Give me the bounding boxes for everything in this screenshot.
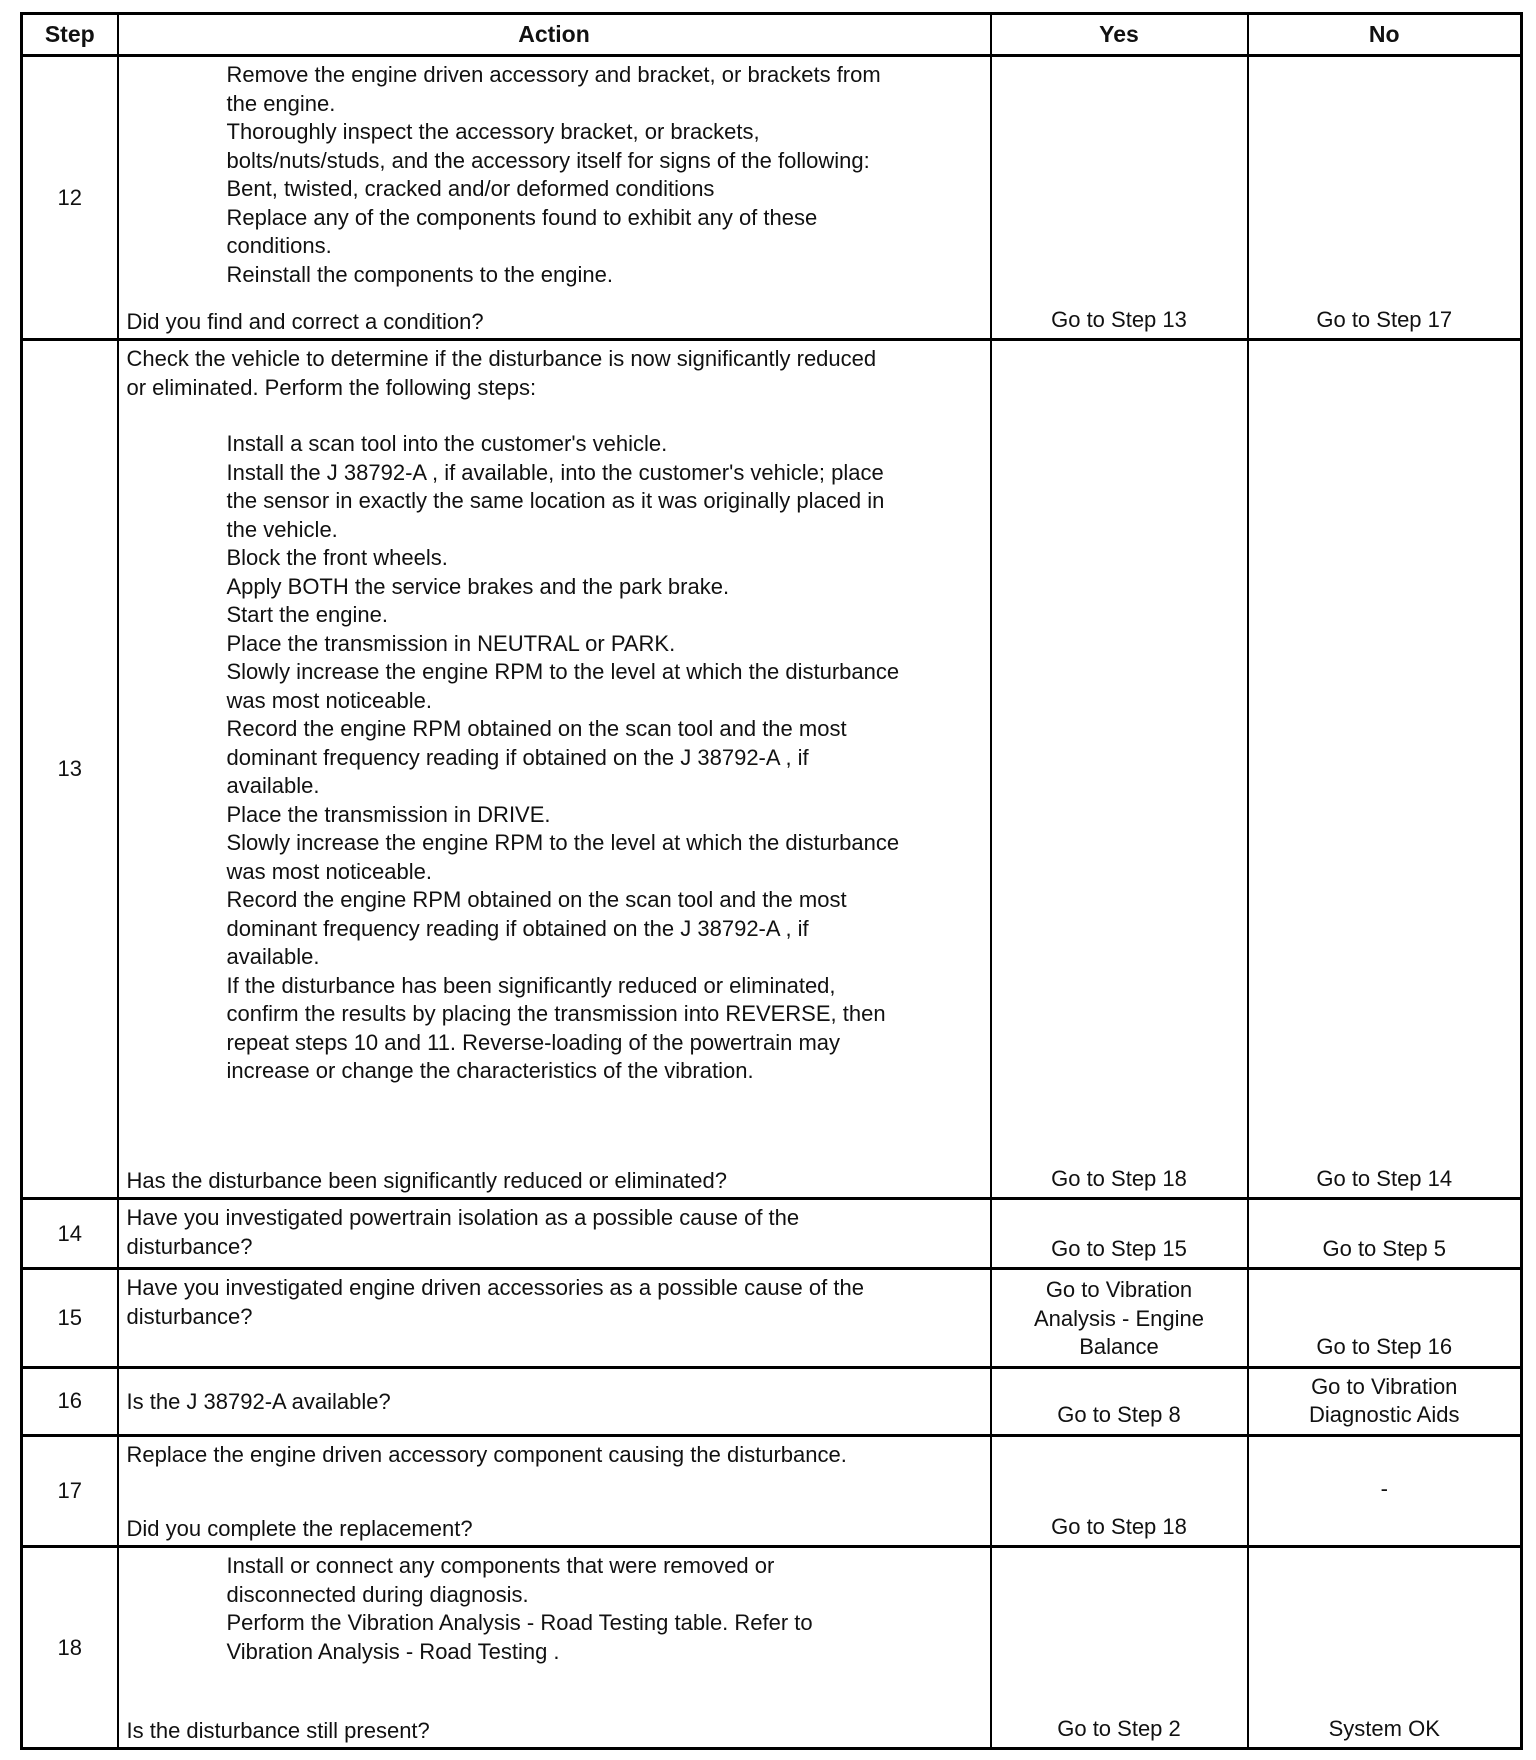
action-line: Place the transmission in NEUTRAL or PARK. [226, 630, 676, 656]
action-line: was most noticeable. [226, 858, 432, 884]
yes-result [991, 1367, 1248, 1435]
action-intro-line: Replace the engine driven accessory component causing the disturbance. [126, 1441, 847, 1467]
action-line: dominant frequency reading if obtained on the J 38792-A , if [226, 744, 809, 770]
yes-result-line: Go to Step 15 [1051, 1235, 1187, 1261]
header-step: Step [22, 14, 118, 56]
action-line: Reinstall the components to the engine. [226, 261, 613, 287]
step-number: 14 [22, 1199, 118, 1269]
yes-result-line: Go to Step 18 [1051, 1165, 1187, 1191]
action-line: was most noticeable. [226, 687, 432, 713]
action-question-line: disturbance? [126, 1303, 253, 1329]
action-question-line: Is the J 38792-A available? [126, 1389, 391, 1415]
table-header-row [22, 14, 1522, 56]
step-number: 13 [22, 340, 118, 1199]
action-line: Replace any of the components found to exhibit any of these [226, 204, 818, 230]
action-question: Did you complete the replacement? [126, 1515, 473, 1541]
table-row-step-17 [22, 1435, 1522, 1546]
action-line: dominant frequency reading if obtained on the J 38792-A , if [226, 915, 809, 941]
action-line: Bent, twisted, cracked and/or deformed conditions [226, 176, 715, 201]
action-line: Block the front wheels. [226, 545, 448, 571]
action-intro-line: or eliminated. Perform the following steps: [126, 374, 537, 400]
step-number: 16 [22, 1367, 118, 1435]
action-line: If the disturbance has been significantly reduced or eliminated, [226, 972, 836, 998]
no-result-line: Go to Step 16 [1316, 1334, 1453, 1360]
action-line: Record the engine RPM obtained on the scan tool and the most [226, 716, 847, 742]
yes-result-line: Balance [1079, 1334, 1159, 1360]
no-result-line: Go to Step 5 [1322, 1235, 1447, 1261]
action-question-line: Have you investigated powertrain isolation as a possible cause of the [126, 1205, 800, 1231]
action-line: available. [226, 944, 320, 970]
action-cell [118, 1435, 991, 1546]
action-line: Install a scan tool into the customer's vehicle. [226, 431, 668, 457]
action-question: Is the disturbance still present? [126, 1717, 430, 1743]
yes-result-line: Go to Step 18 [1051, 1513, 1187, 1539]
action-line: Thoroughly inspect the accessory bracket, or brackets, [226, 119, 760, 144]
step-number: 18 [22, 1547, 118, 1749]
action-line: Install the J 38792-A , if available, into the customer's vehicle; place [226, 459, 884, 485]
action-line: disconnected during diagnosis. [226, 1581, 529, 1607]
action-cell [118, 56, 991, 340]
table-row-step-16 [22, 1367, 1522, 1435]
table-row-step-18 [22, 1547, 1522, 1749]
yes-result [991, 340, 1248, 1199]
action-line: Slowly increase the engine RPM to the level at which the disturbance [226, 659, 900, 685]
yes-result-line: Go to Step 2 [1057, 1715, 1181, 1741]
yes-result-line: Analysis - Engine [1034, 1305, 1204, 1331]
step-number: 12 [22, 56, 118, 340]
table-row-step-12 [22, 56, 1522, 340]
action-line: the vehicle. [226, 516, 338, 542]
no-result-line: System OK [1328, 1715, 1440, 1741]
action-line: repeat steps 10 and 11. Reverse-loading of the powertrain may [226, 1029, 841, 1055]
action-line: the sensor in exactly the same location as it was originally placed in [226, 488, 885, 514]
action-cell [118, 1547, 991, 1749]
no-result-line: Go to Step 17 [1316, 306, 1453, 332]
header-no: No [1248, 14, 1522, 56]
table-row-step-15 [22, 1269, 1522, 1368]
action-line: confirm the results by placing the transmission into REVERSE, then [226, 1001, 886, 1027]
no-result [1248, 1435, 1522, 1546]
yes-result-line: Go to Vibration [1045, 1277, 1193, 1303]
action-cell [118, 1199, 991, 1269]
action-line: bolts/nuts/studs, and the accessory itself for signs of the following: [226, 147, 870, 173]
no-result [1248, 1269, 1522, 1368]
no-result [1248, 1547, 1522, 1749]
action-line: Install or connect any components that were removed or [226, 1553, 775, 1579]
table-row-step-13 [22, 340, 1522, 1199]
header-yes: Yes [991, 14, 1248, 56]
yes-result [991, 1199, 1248, 1269]
yes-result [991, 1435, 1248, 1546]
action-question-line: Have you investigated engine driven accessories as a possible cause of the [126, 1275, 864, 1301]
no-result-line: - [1380, 1475, 1388, 1501]
action-line: Place the transmission in DRIVE. [226, 801, 551, 827]
action-line: available. [226, 773, 320, 799]
action-steps [127, 430, 982, 1086]
no-result-line: Diagnostic Aids [1309, 1402, 1460, 1428]
yes-result-line: Go to Step 13 [1051, 306, 1187, 332]
yes-result [991, 56, 1248, 340]
step-number: 17 [22, 1435, 118, 1546]
action-line: Perform the Vibration Analysis - Road Testing table. Refer to [226, 1610, 813, 1636]
no-result [1248, 56, 1522, 340]
yes-result-line: Go to Step 8 [1057, 1402, 1181, 1428]
action-line: Slowly increase the engine RPM to the level at which the disturbance [226, 830, 900, 856]
action-steps [127, 1552, 982, 1666]
no-result [1248, 1367, 1522, 1435]
step-number: 15 [22, 1269, 118, 1368]
no-result-line: Go to Step 14 [1316, 1165, 1453, 1191]
no-result-line: Go to Vibration [1311, 1373, 1458, 1399]
action-question: Has the disturbance been significantly reduced or eliminated? [126, 1167, 727, 1193]
no-result [1248, 340, 1522, 1199]
action-line: Remove the engine driven accessory and bracket, or brackets from [226, 62, 881, 87]
action-line: Apply BOTH the service brakes and the park brake. [226, 573, 730, 599]
no-result [1248, 1199, 1522, 1269]
yes-result [991, 1269, 1248, 1368]
action-question-line: disturbance? [126, 1233, 253, 1259]
action-steps [127, 61, 982, 289]
table-row-step-14 [22, 1199, 1522, 1269]
action-intro-line: Check the vehicle to determine if the disturbance is now significantly reduced [126, 346, 877, 372]
action-line: conditions. [226, 233, 332, 258]
diagnostic-steps-table [20, 12, 1523, 1750]
header-action: Action [118, 14, 991, 56]
action-content [127, 345, 982, 1086]
action-line: the engine. [226, 90, 336, 116]
action-line: increase or change the characteristics of the vibration. [226, 1058, 754, 1084]
action-question: Did you find and correct a condition? [126, 308, 484, 334]
action-line: Vibration Analysis - Road Testing . [226, 1638, 560, 1664]
diagnostic-page [20, 12, 1520, 1750]
action-line: Record the engine RPM obtained on the scan tool and the most [226, 887, 847, 913]
action-line: Start the engine. [226, 602, 388, 628]
action-cell [118, 340, 991, 1199]
action-cell [118, 1269, 991, 1368]
yes-result [991, 1547, 1248, 1749]
action-cell [118, 1367, 991, 1435]
